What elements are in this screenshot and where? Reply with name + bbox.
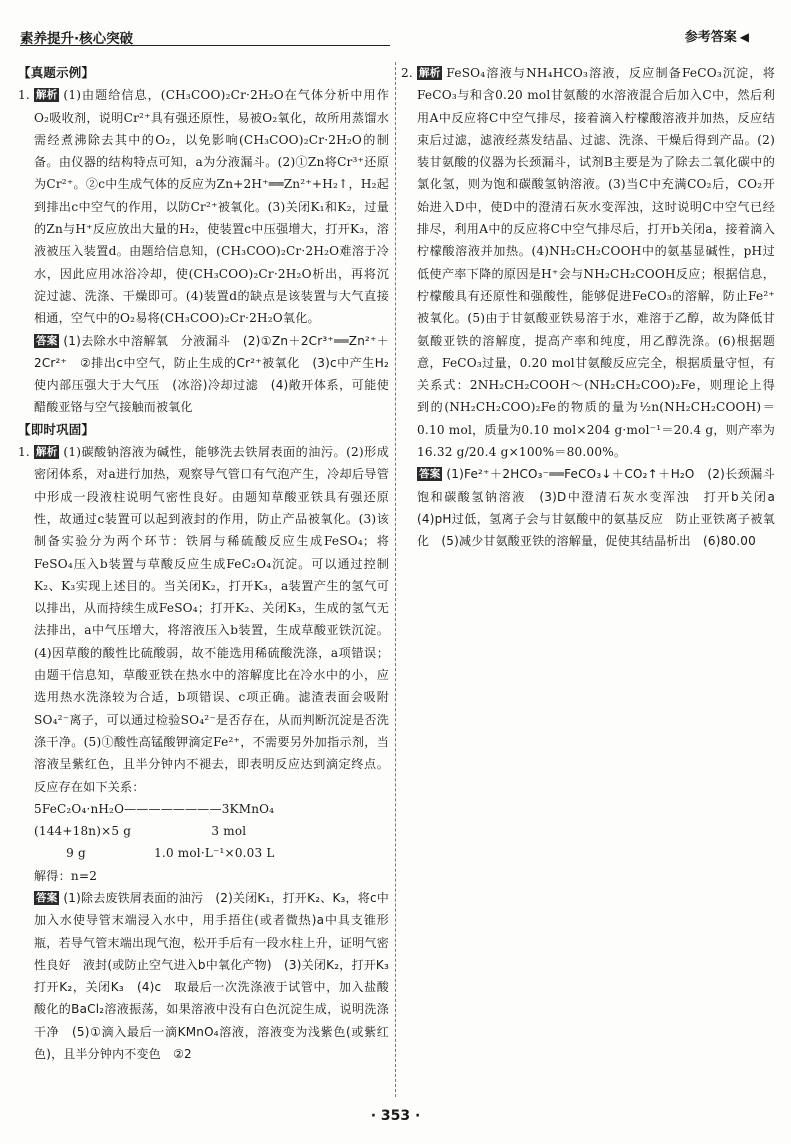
example-1 — [18, 84, 389, 418]
header-right — [685, 26, 749, 45]
section-heading-examples: 【真题示例】 — [18, 65, 95, 80]
answer-text: (1)去除水中溶解氧 分液漏斗 (2)①Zn＋2Cr³⁺══Zn²⁺＋2Cr²⁺ ②排出c中空气，防止生成的Cr²⁺被氧化 (3)c中产生H₂使内部压强大于大气压 (冰浴)冷却过滤 (4)敞开体系，可能使醋酸亚铬与空气接触而被氧化 — [34, 333, 389, 415]
section-heading-consolidation: 【即时巩固】 — [18, 421, 95, 437]
header-underline — [20, 45, 390, 46]
question-number: 2. — [401, 66, 413, 80]
analysis-text: (1)由题给信息，(CH₃COO)₂Cr·2H₂O在气体分析中用作O₂吸收剂，说明Cr²⁺具有强还原性，易被O₂氧化，故所用蒸馏水需经煮沸除去其中的O₂，以免影响(CH₃COO)₂Cr·2H₂O的制备。由仪器的结构特点可知，a为分液漏斗。(2)①Zn将Cr³⁺还原为Cr²⁺。②c中生成气体的反应为Zn+2H⁺══Zn²⁺+H₂↑，H₂起到排出c中空气的作用，以防Cr²⁺被氧化。(3)关闭K₁和K₂，过量的Zn与H⁺反应放出大量的H₂，使装置c中压强增大，打开K₃，溶液被压入装置d。由题给信息知，(CH₃COO)₂Cr·2H₂O难溶于冷水，因此应用冰浴冷却，使(CH₃COO)₂Cr·2H₂O析出，再将沉淀过滤、洗涤、干燥即可。(4)装置d的缺点是该装置与大气直接相通，空气中的O₂易将(CH₃COO)₂Cr·2H₂O氧化。 — [34, 88, 389, 326]
answer-paragraph — [417, 463, 788, 552]
analysis-tag: 解析 — [36, 89, 58, 102]
analysis-paragraph — [34, 84, 389, 329]
analysis-paragraph — [417, 62, 775, 463]
page-number: · 353 · — [370, 1108, 421, 1124]
question-number: 1. — [18, 445, 30, 460]
answer-text: (1)除去废铁屑表面的油污 (2)关闭K₁，打开K₂、K₃，将c中加入水使导管末端浸入水中，用手捂住(或者微热)a中具支锥形瓶，若导气管末端出现气泡，松开手后有一段水柱上升，证明气密性良好 液封(或防止空气进入b中氧化产物) (3)关闭K₂，打开K₃ 打开K₂，关闭K₃ (4)c 取最后一次洗涤液于试管中，加入盐酸酸化的BaCl₂溶液振荡，如果溶液中没有白色沉淀生成，说明洗涤干净 (5)①滴入最后一滴KMnO₄溶液，溶液变为浅紫色(或紫红色)，且半分钟内不变色 ②2 — [34, 890, 402, 1062]
calc-line-2: (144+18n)×5 g 3 mol — [34, 824, 247, 839]
answer-paragraph — [34, 887, 402, 1065]
calc-line-3: 9 g 1.0 mol·L⁻¹×0.03 L — [34, 846, 275, 861]
question-2 — [401, 62, 788, 553]
answer-tag: 答案 — [36, 334, 58, 347]
question-1 — [18, 441, 402, 1065]
question-number: 1. — [18, 88, 30, 103]
column-divider — [395, 62, 396, 1097]
header-left-title: 素养提升·核心突破 — [20, 31, 134, 47]
header-right-title: 参考答案 — [684, 30, 737, 45]
answer-tag: 答案 — [419, 468, 441, 481]
analysis-text: FeSO₄溶液与NH₄HCO₃溶液，反应制备FeCO₃沉淀，将FeCO₃与和含0.20 mol甘氨酸的水溶液混合后加入C中，然后利用A中反应将C中空气排尽，接着滴入柠檬酸溶液并加热，反应结束后过滤，滤液经蒸发结晶、过滤、洗涤、干燥后得到产品。(2)装甘氨酸的仪器为长颈漏斗，试剂B主要是为了除去二氧化碳中的氯化氢，则为饱和碳酸氢钠溶液。(3)当C中充满CO₂后，CO₂开始进入D中，使D中的澄清石灰水变浑浊，这时说明C中空气已经排尽，利用A中的反应将C中空气排尽后，打开b关闭a，接着滴入柠檬酸溶液并加热。(4)NH₂CH₂COOH中的氨基显碱性，pH过低使产率下降的原因是H⁺会与NH₂CH₂COOH反应；根据信息，柠檬酸具有还原性和强酸性，能够促进FeCO₃的溶解，防止Fe²⁺被氧化。(5)由于甘氨酸亚铁易溶于水，难溶于乙醇，故为降低甘氨酸亚铁的溶解度，提高产率和纯度，用乙醇洗涤。(6)根据题意，FeCO₃过量，0.20 mol甘氨酸反应完全，根据质量守恒，有关系式：2NH₂CH₂COOH～(NH₂CH₂COO)₂Fe，则理论上得到的(NH₂CH₂COO)₂Fe的物质的量为½n(NH₂CH₂COOH)＝0.10 mol，质量为0.10 mol×204 g·mol⁻¹＝20.4 g，则产率为16.32 g/20.4 g×100%＝80.00%。 — [417, 66, 775, 460]
calc-solution: 解得：n=2 — [34, 868, 98, 883]
answer-tag: 答案 — [36, 891, 58, 904]
analysis-tag: 解析 — [36, 446, 58, 459]
analysis-paragraph — [34, 441, 389, 798]
analysis-tag: 解析 — [419, 67, 441, 79]
answer-text: (1)Fe²⁺＋2HCO₃⁻══FeCO₃↓＋CO₂↑＋H₂O (2)长颈漏斗 饱和碳酸氢钠溶液 (3)D中澄清石灰水变浑浊 打开b关闭a (4)pH过低，氢离子会与甘氨酸中的氨基反应 防止亚铁离子被氧化 (5)减少甘氨酸亚铁的溶解量，促使其结晶析出 (6)80.00 — [417, 467, 788, 549]
calc-line-1: 5FeC₂O₄·nH₂O————————3KMnO₄ — [34, 801, 275, 816]
header-left — [20, 24, 390, 52]
triangle-left-icon: ◀ — [739, 30, 749, 44]
right-column — [401, 62, 788, 553]
answer-paragraph — [34, 330, 389, 419]
left-column — [18, 62, 402, 1065]
analysis-text: (1)碳酸钠溶液为碱性，能够洗去铁屑表面的油污。(2)形成密闭体系，对a进行加热，观察导气管口有气泡产生，冷却后导管中形成一段液柱说明气密性良好。由题知草酸亚铁具有强还原性，故通过c装置可以起到液封的作用，防止产品被氧化。(3)该制备实验分为两个环节：铁屑与稀硫酸反应生成FeSO₄；将FeSO₄压入b装置与草酸反应生成FeC₂O₄沉淀。可以通过控制K₂、K₃实现上述目的。当关闭K₂，打开K₃，a装置产生的氢气可以排出，从而持续生成FeSO₄；打开K₂、关闭K₃，生成的氢气无法排出，a中气压增大，将溶液压入b装置，生成草酸亚铁沉淀。(4)因草酸的酸性比硫酸弱，故不能选用稀硫酸洗涤，a项错误；由题干信息知，草酸亚铁在热水中的溶解度比在冷水中的小，应选用热水洗涤较为合适，b项错误、c项正确。滤渣表面会吸附SO₄²⁻离子，可以通过检验SO₄²⁻是否存在，从而判断沉淀是否洗涤干净。(5)①酸性高锰酸钾滴定Fe²⁺，不需要另外加指示剂，当溶液呈紫红色，且半分钟内不褪去，即表明反应达到滴定终点。反应存在如下关系： — [34, 445, 389, 794]
